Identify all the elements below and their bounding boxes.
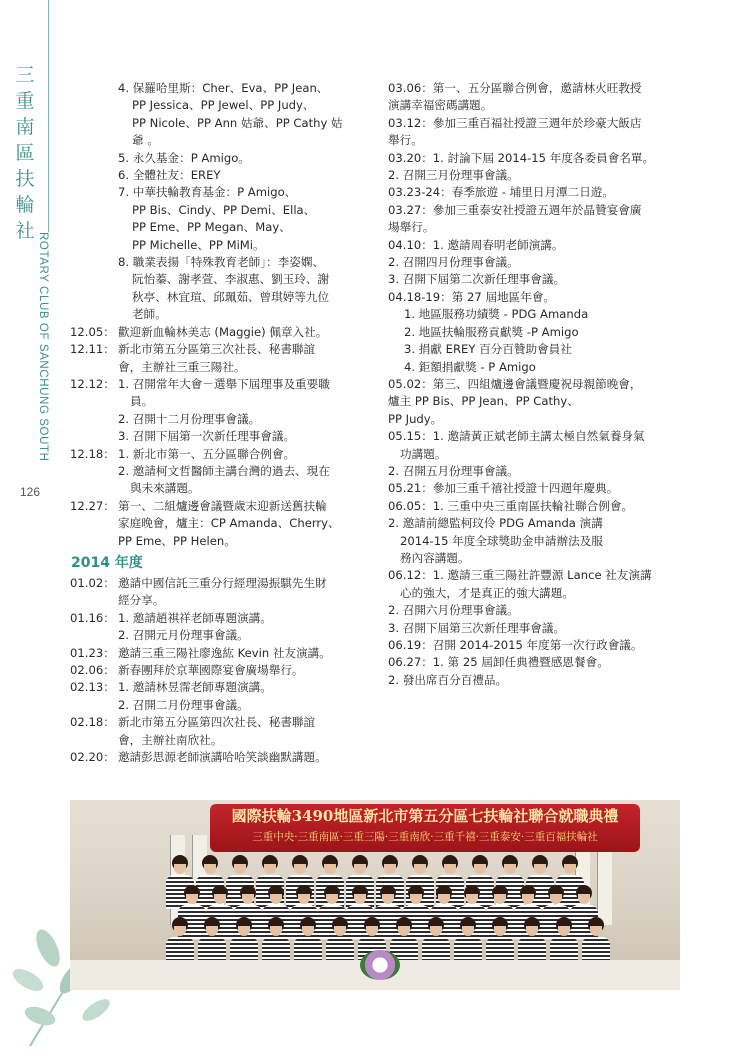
event-date: 02.13： — [70, 680, 115, 695]
event-text: 第 27 屆地區年會。 — [451, 289, 556, 304]
event-entry — [388, 498, 708, 568]
event-text: 4. 鉅額捐獻獎 - P Amigo — [404, 359, 536, 374]
events-2014-continued — [388, 80, 708, 689]
flower-arrangement — [360, 950, 400, 980]
event-text: 2014-15 年度全球獎助金申請辦法及服 — [400, 533, 603, 548]
event-entry — [70, 610, 370, 645]
event-text: 春季旅遊 - 埔里日月潭二日遊。 — [451, 185, 615, 200]
club-name-vertical — [14, 62, 36, 244]
event-line — [70, 732, 370, 749]
honor-line: PP Bis、Cindy、PP Demi、Ella、 — [132, 202, 316, 217]
event-line — [388, 498, 708, 515]
event-text: 3. 召開下屆第二次新任理事會議。 — [388, 272, 566, 287]
event-line — [70, 645, 370, 662]
event-entry — [388, 150, 708, 185]
event-line — [388, 359, 708, 376]
event-entry — [388, 202, 708, 237]
club-name-char: 輪 — [15, 194, 35, 216]
event-entry — [70, 749, 370, 766]
event-line — [388, 567, 708, 584]
event-line — [70, 393, 370, 410]
events-2013 — [70, 324, 370, 550]
event-line — [70, 515, 370, 532]
event-date: 12.27： — [70, 498, 115, 513]
event-text: 2. 召開四月份理事會議。 — [388, 255, 519, 270]
event-text: 第一、五分區聯合例會，邀請林火旺教授 — [432, 81, 642, 95]
event-line — [70, 697, 370, 714]
event-line — [388, 237, 708, 254]
event-entry — [388, 376, 708, 428]
event-line — [70, 376, 370, 393]
event-text: 1. 邀請周春明老師演講。 — [432, 237, 564, 252]
event-date: 12.12： — [70, 376, 115, 391]
group-photo — [70, 800, 680, 990]
event-line — [388, 654, 708, 671]
event-line — [70, 446, 370, 463]
event-line — [388, 184, 708, 201]
event-line — [388, 97, 708, 114]
banner-title: 國際扶輪3490地區新北市第五分區七扶輪社聯合就職典禮 — [231, 807, 619, 825]
event-text: 1. 地區服務功績獎 - PDG Amanda — [404, 307, 589, 322]
event-line — [388, 306, 708, 323]
event-line — [70, 533, 370, 550]
event-text: 2. 發出席百分百禮品。 — [388, 672, 508, 687]
event-text: 參加三重千禧社授證十四週年慶典。 — [432, 481, 619, 496]
event-text: 場舉行。 — [388, 220, 435, 235]
event-date: 12.05： — [70, 324, 115, 339]
club-name-char: 三 — [15, 64, 35, 86]
event-text: 2. 邀請柯文哲醫師主講台灣的過去、現在 — [118, 463, 330, 478]
event-text: 1. 邀請三重三陽社許豐源 Lance 社友演講 — [432, 568, 652, 583]
event-date-spacer — [70, 515, 118, 532]
event-text: 經分享。 — [118, 593, 165, 608]
event-line — [388, 515, 708, 532]
event-line — [70, 610, 370, 627]
event-entry — [388, 428, 708, 480]
event-line — [388, 550, 708, 567]
event-line — [70, 463, 370, 480]
event-line — [388, 393, 708, 410]
event-date: 06.05： — [388, 498, 433, 513]
event-text: 務內容講題。 — [400, 550, 470, 565]
event-date-spacer — [70, 592, 118, 609]
event-date: 12.11： — [70, 342, 115, 357]
event-line — [388, 271, 708, 288]
event-date: 01.23： — [70, 645, 115, 660]
event-text: 3. 召開下屆第一次新任理事會議。 — [118, 429, 296, 444]
event-date: 03.27： — [388, 202, 433, 217]
event-entry — [70, 645, 370, 662]
event-line — [70, 627, 370, 644]
event-date: 02.18： — [70, 715, 115, 730]
event-entry — [388, 480, 708, 497]
event-text: 3. 召開下屆第三次新任理事會議。 — [388, 620, 566, 635]
event-text: 2. 邀請前總監柯玟伶 PDG Amanda 演講 — [388, 516, 603, 531]
event-entry — [388, 80, 708, 115]
event-date: 02.06： — [70, 663, 115, 677]
honor-line: 老師。 — [132, 307, 167, 322]
event-line — [388, 376, 708, 393]
event-line — [388, 672, 708, 689]
event-text: 參加三重泰安社授證五週年於晶贊宴會廣 — [432, 202, 642, 217]
event-line — [70, 662, 370, 679]
event-text: 會，主辦社三重三陽社。 — [118, 359, 246, 374]
event-date: 05.21： — [388, 481, 433, 496]
event-entry — [70, 376, 370, 446]
event-text: 家庭晚會，爐主：CP Amanda、Cherry、 — [118, 516, 340, 531]
event-line — [388, 637, 708, 654]
event-text: 演講幸福密碼講題。 — [388, 98, 493, 113]
event-text: 2. 召開十二月份理事會議。 — [118, 411, 261, 426]
sidebar — [0, 0, 62, 1061]
event-line — [388, 150, 708, 167]
event-text: 新北市第五分區第三次社長、秘書聯誼 — [118, 342, 316, 357]
event-line — [388, 602, 708, 619]
event-text: 2. 地區扶輪服務貢獻獎 -P Amigo — [404, 324, 579, 339]
event-text: 召開 2014-2015 年度第一次行政會議。 — [432, 638, 643, 652]
event-text: 2. 召開二月份理事會議。 — [118, 697, 249, 712]
honor-line: 4. 保羅哈里斯：Cher、Eva、PP Jean、 — [118, 81, 329, 95]
event-date-spacer — [70, 697, 118, 714]
event-text: 第三、四組爐邊會議暨慶祝母親節晚會， — [432, 376, 642, 391]
event-date: 04.18-19： — [388, 289, 452, 304]
event-line — [70, 592, 370, 609]
event-text: 2. 召開五月份理事會議。 — [388, 463, 519, 478]
event-date: 06.19： — [388, 638, 433, 652]
event-line — [70, 498, 370, 515]
event-entry — [70, 679, 370, 714]
honors-list — [70, 80, 370, 324]
event-text: 舉行。 — [388, 133, 423, 148]
event-text: 員。 — [130, 394, 154, 409]
event-date: 03.20： — [388, 150, 433, 165]
event-text: 2. 召開三月份理事會議。 — [388, 168, 519, 183]
event-line — [70, 324, 370, 341]
event-date-spacer — [70, 463, 118, 480]
event-text: 爐主 PP Bis、PP Jean、PP Cathy、 — [388, 394, 579, 409]
club-name-char: 扶 — [15, 168, 35, 190]
event-entry — [70, 714, 370, 749]
event-text: 1. 召開常年大會－選舉下屆理事及重要職 — [118, 376, 330, 391]
event-entry — [70, 446, 370, 498]
club-name-char: 南 — [15, 116, 35, 138]
event-text: 第一、二組爐邊會議暨歲末迎新送舊扶輪 — [118, 498, 327, 513]
honor-line: PP Jessica、PP Jewel、PP Judy、 — [132, 98, 315, 113]
event-entry — [70, 341, 370, 376]
event-text: 1. 新北市第一、五分區聯合例會。 — [118, 446, 296, 461]
event-date: 02.20： — [70, 750, 115, 765]
event-entry — [70, 498, 370, 550]
event-line — [388, 132, 708, 149]
event-text: 邀請中國信託三重分行經理湯振騏先生財 — [118, 575, 327, 590]
event-line — [388, 219, 708, 236]
event-text: 心的強大，才是真正的強大講題。 — [400, 585, 574, 600]
event-text: 3. 捐獻 EREY 百分百贊助會員社 — [404, 342, 572, 357]
event-date-spacer — [70, 627, 118, 644]
event-line — [388, 463, 708, 480]
sidebar-rule — [48, 0, 49, 232]
event-date: 06.12： — [388, 568, 433, 583]
event-entry — [70, 575, 370, 610]
event-line — [388, 202, 708, 219]
event-line — [388, 411, 708, 428]
event-line — [388, 254, 708, 271]
event-text: 新北市第五分區第四次社長、秘書聯誼 — [118, 715, 316, 730]
event-line — [70, 411, 370, 428]
event-text: 2. 召開六月份理事會議。 — [388, 603, 519, 618]
honor-line: PP Eme、PP Megan、May、 — [132, 220, 291, 235]
event-text: 1. 邀請趙祺祥老師專題演講。 — [118, 610, 272, 625]
event-date-spacer — [70, 428, 118, 445]
event-entry — [70, 662, 370, 679]
event-line — [388, 289, 708, 306]
event-entry — [388, 184, 708, 201]
event-line — [388, 115, 708, 132]
event-text: 1. 討論下屆 2014-15 年度各委員會名單。 — [432, 150, 655, 165]
event-line — [70, 679, 370, 696]
event-date-spacer — [70, 732, 118, 749]
honor-line: PP Nicole、PP Ann 姑爺、PP Cathy 姑 — [132, 115, 343, 130]
club-name-english: ROTARY CLUB OF SANCHUNG SOUTH — [37, 232, 49, 462]
honor-line: 秋亭、林宜瑄、邱珮茹、曾琪婷等九位 — [132, 289, 330, 304]
event-date: 06.27： — [388, 655, 433, 670]
club-name-char: 區 — [15, 142, 35, 164]
events-2014 — [70, 575, 370, 766]
event-entry — [388, 654, 708, 689]
event-entry — [388, 289, 708, 376]
honor-line: 爺 。 — [132, 133, 159, 148]
right-column — [388, 80, 708, 689]
event-date: 05.15： — [388, 429, 433, 444]
event-date-spacer — [70, 359, 118, 376]
club-name-char: 重 — [15, 90, 35, 112]
event-line — [70, 428, 370, 445]
event-text: 1. 邀請黃正斌老師主講太極自然氣養身氣 — [432, 429, 645, 444]
club-name-char: 社 — [15, 220, 35, 242]
event-line — [388, 620, 708, 637]
event-line — [388, 167, 708, 184]
event-text: PP Judy。 — [388, 411, 443, 426]
event-date: 01.16： — [70, 610, 115, 625]
event-text: 2. 召開元月份理事會議。 — [118, 628, 249, 643]
event-line — [70, 575, 370, 592]
event-date-spacer — [70, 411, 118, 428]
event-text: 參加三重百福社授證三週年於珍豪大飯店 — [432, 115, 642, 130]
event-text: 邀請三重三陽社廖逸紘 Kevin 社友演講。 — [118, 645, 331, 660]
event-line — [388, 446, 708, 463]
event-text: 歡迎新血輪林美志 (Maggie) 佩章入社。 — [118, 324, 328, 339]
event-date: 03.06： — [388, 81, 433, 95]
event-line — [388, 341, 708, 358]
event-date: 03.12： — [388, 115, 433, 130]
event-line — [70, 341, 370, 358]
event-date: 12.18： — [70, 446, 115, 461]
event-date: 01.02： — [70, 575, 115, 590]
event-entry — [388, 637, 708, 654]
event-date: 04.10： — [388, 237, 433, 252]
page-number: 126 — [20, 485, 41, 499]
event-line — [388, 324, 708, 341]
event-date: 05.02： — [388, 376, 433, 391]
event-line — [388, 480, 708, 497]
event-line — [388, 585, 708, 602]
event-text: 1. 邀請林昱霈老師專題演講。 — [118, 680, 272, 695]
event-text: 邀請彭思源老師演講哈哈笑談幽默講題。 — [118, 750, 327, 765]
event-line — [388, 428, 708, 445]
event-line — [388, 533, 708, 550]
honor-line: PP Michelle、PP MiMi。 — [132, 237, 265, 252]
event-date-spacer — [70, 393, 118, 410]
left-column — [70, 80, 370, 766]
event-line — [388, 80, 708, 97]
honor-line: 7. 中華扶輪教育基金：P Amigo、 — [118, 185, 297, 200]
event-text: 1. 第 25 屆卸任典禮暨感恩餐會。 — [432, 655, 609, 670]
event-line — [70, 480, 370, 497]
year-heading: 2014 年度 — [71, 554, 143, 571]
event-entry — [388, 237, 708, 289]
event-line — [70, 359, 370, 376]
event-date-spacer — [70, 533, 118, 550]
event-text: PP Eme、PP Helen。 — [118, 533, 236, 548]
banner-clubs: 三重中央·三重南區·三重三陽·三重南欣·三重千禧·三重泰安·三重百福扶輪社 — [252, 831, 598, 843]
honor-line: 6. 全體社友：EREY — [118, 168, 221, 183]
event-entry — [388, 567, 708, 637]
event-entry — [70, 324, 370, 341]
event-text: 新春團拜於京華國際宴會廣場舉行。 — [118, 663, 304, 677]
event-line — [70, 749, 370, 766]
honor-line: 5. 永久基金：P Amigo。 — [118, 150, 250, 165]
event-date: 03.23-24： — [388, 185, 452, 200]
event-text: 1. 三重中央三重南區扶輪社聯合例會。 — [432, 498, 634, 513]
event-line — [70, 714, 370, 731]
event-date-spacer — [70, 480, 118, 497]
event-entry — [388, 115, 708, 150]
honor-line: 阮怡蓁、謝孝萱、李淑惠、劉玉玲、謝 — [132, 272, 330, 287]
event-text: 會，主辦社南欣社。 — [118, 732, 223, 747]
honor-line: 8. 職業表揚「特殊教育老師」：李姿嫻、 — [118, 255, 325, 270]
event-text: 與未來講題。 — [130, 481, 200, 496]
event-text: 功講題。 — [400, 446, 447, 461]
